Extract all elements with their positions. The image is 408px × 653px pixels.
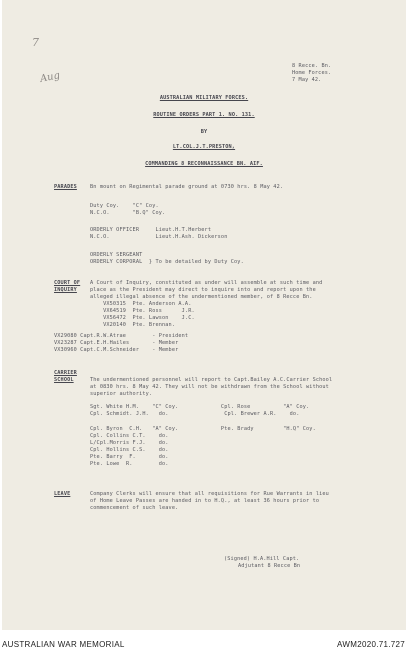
carrier-person: Pte. Barry F. do. — [90, 454, 169, 460]
parades-text: Bn mount on Regimental parade ground at 0730 hrs. 8 May 42. — [90, 184, 284, 190]
leave-text: Company Clerks will ensure that all requisitions for Rue Warrants in lieu — [90, 491, 329, 497]
title-line-5: COMMANDING 8 RECONNAISSANCE BN. AIF. — [145, 161, 263, 167]
carrier-person: Sgt. White H.M. "C" Coy. Cpl. Rose "A" Coy. — [90, 404, 310, 410]
court-text: VX64519 Pte. Ross J.R. — [90, 308, 195, 314]
title-line-4: LT.COL.J.T.PRESTON, — [172, 144, 236, 150]
footer-accession-number: AWM2020.71.727 — [337, 640, 405, 649]
carrier-text: at 0830 hrs. 8 May 42. They will not be withdrawn from the School without — [90, 384, 329, 390]
carrier-person: Cpl. Schmidt. J.H. do. Cpl. Brewer A.R. do. — [90, 411, 300, 417]
section-label-court: COURT OF — [54, 280, 81, 286]
pencil-mark-handwriting: Aug — [39, 70, 62, 85]
title-line-2: ROUTINE ORDERS PART 1. NO. 131. — [153, 112, 255, 118]
section-label-court: INQUIRY — [54, 287, 77, 293]
carrier-text: The undermentioned personnel will report to Capt.Bailey A.C.Carrier School — [90, 377, 333, 383]
signature-line: (Signed) H.A.Hill Capt. — [224, 556, 300, 562]
carrier-person: Pte. Lowe R. do. — [90, 461, 169, 467]
court-text: VX20140 Pte. Brennan. — [90, 322, 176, 328]
carrier-person: Cpl. Byron C.H. "A" Coy. Pte. Brady "H.Q" Coy. — [90, 426, 316, 432]
unit-header-line: 7 May 42. — [292, 77, 322, 83]
unit-header-line: 8 Recce. Bn. — [292, 63, 332, 69]
unit-header-line: Home Forces. — [292, 70, 332, 76]
section-label-leave: LEAVE — [54, 491, 71, 497]
court-member: VX30960 Capt.C.M.Schneider - Member — [54, 347, 179, 353]
document-page — [2, 0, 406, 630]
pencil-mark-number: 7 — [32, 36, 39, 49]
title-line-3: BY — [200, 129, 208, 135]
section-label-parades: PARADES — [54, 184, 77, 190]
parades-duty: ORDERLY OFFICER Lieut.H.T.Herbert — [90, 227, 212, 233]
section-label-carrier: CARRIER — [54, 370, 77, 376]
court-text: alleged illegal absence of the undermentioned member, of 8 Recce Bn. — [90, 294, 313, 300]
court-text: place as the President may direct to inquire into and report upon the — [90, 287, 316, 293]
parades-duty: Duty Coy. "C" Coy. — [90, 203, 159, 209]
archive-footer — [0, 636, 408, 653]
court-text: VX50315 Pte. Anderson A.A. — [90, 301, 192, 307]
parades-duty: N.C.O. "B.Q" Coy. — [90, 210, 166, 216]
signature-line: Adjutant 8 Recce Bn — [238, 563, 301, 569]
carrier-text: superior authority. — [90, 391, 153, 397]
court-member: VX23287 Capt.E.H.Hailes - Member — [54, 340, 179, 346]
leave-text: commencement of such leave. — [90, 505, 179, 511]
parades-duty: ORDERLY CORPORAL } To be detailed by Duty Coy. — [90, 259, 244, 265]
court-text: A Court of Inquiry, constituted as under will assemble at such time and — [90, 280, 323, 286]
carrier-person: Cpl. Hollins C.S. do. — [90, 447, 169, 453]
carrier-person: Cpl. Collins C.T. do. — [90, 433, 169, 439]
court-text: VX56472 Pte. Lawson J.C. — [90, 315, 195, 321]
footer-institution: AUSTRALIAN WAR MEMORIAL — [2, 640, 125, 649]
parades-duty: N.C.O. Lieut.H.Ash. Dickerson — [90, 234, 228, 240]
court-member: VX29080 Capt.R.W.Atrae - President — [54, 333, 189, 339]
section-label-carrier: SCHOOL — [54, 377, 74, 383]
leave-text: of Home Leave Passes are handed in to H.Q., at least 36 hours prior to — [90, 498, 320, 504]
parades-duty: ORDERLY SERGEANT — [90, 252, 143, 258]
carrier-person: L/Cpl.Morris F.J. do. — [90, 440, 169, 446]
title-line-1: AUSTRALIAN MILITARY FORCES. — [159, 95, 249, 101]
